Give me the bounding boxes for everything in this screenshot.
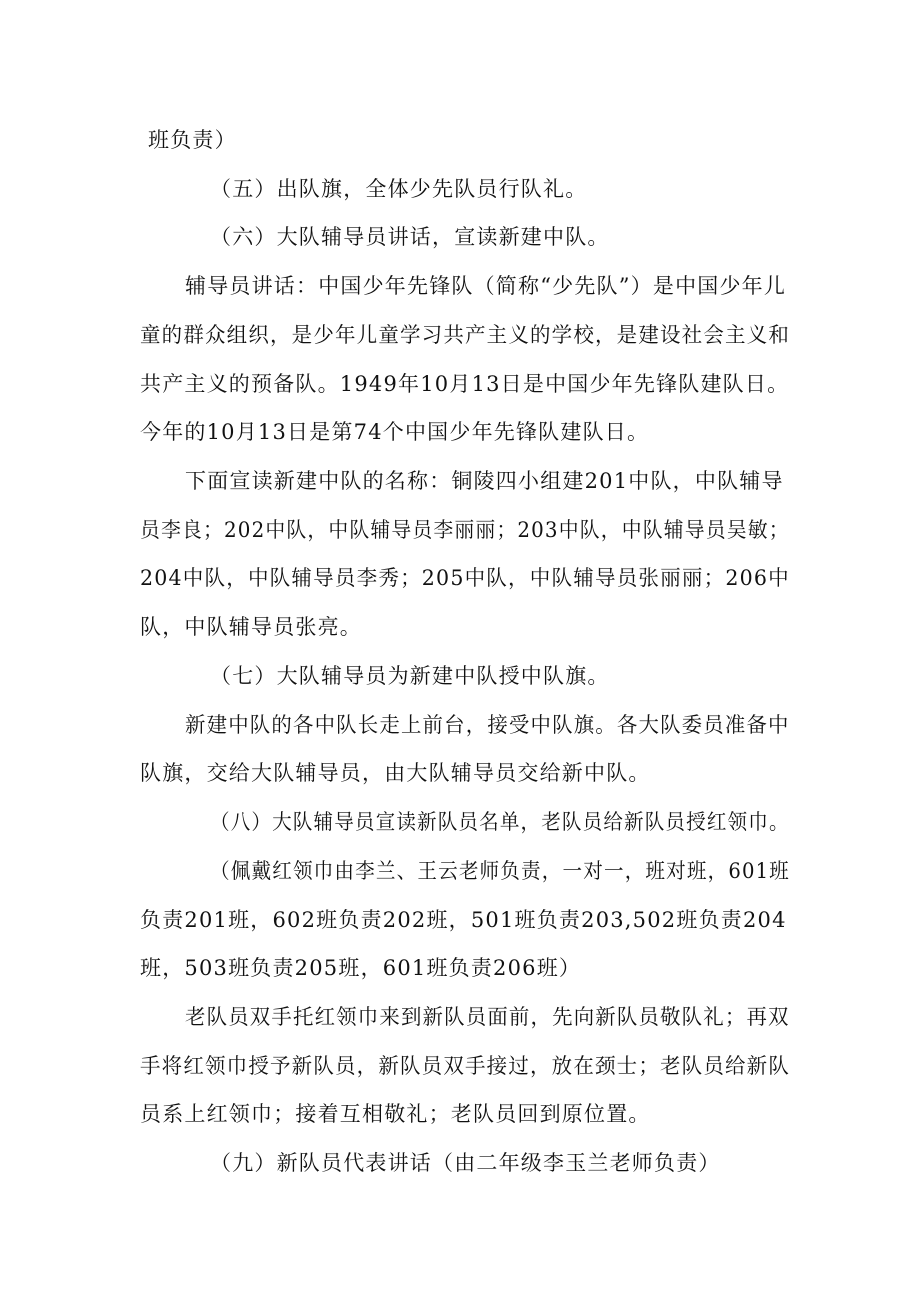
section-nine-heading: （九）新队员代表讲话（由二年级李玉兰老师负责） [210, 1151, 721, 1175]
section-seven-heading: （七）大队辅导员为新建中队授中队旗。 [210, 664, 610, 688]
squad-list-line-3: 204中队，中队辅导员李秀；205中队，中队辅导员张丽丽；206中 [140, 566, 790, 590]
section-eight-heading: （八）大队辅导员宣读新队员名单，老队员给新队员授红领巾。 [210, 810, 790, 834]
speech-paragraph-line-1: 辅导员讲话：中国少年先锋队（简称“少先队”）是中国少年儿 [185, 274, 787, 298]
speech-paragraph-line-3: 共产主义的预备队。1949年10月13日是中国少年先锋队建队日。 [140, 372, 790, 396]
speech-paragraph-line-2: 童的群众组织，是少年儿童学习共产主义的学校，是建设社会主义和 [140, 323, 791, 347]
ceremony-paragraph-line-1: 老队员双手托红领巾来到新队员面前，先向新队员敬队礼；再双 [185, 1005, 790, 1029]
squad-list-line-1: 下面宣读新建中队的名称：铜陵四小组建201中队，中队辅导 [185, 469, 784, 493]
ceremony-paragraph-line-2: 手将红领巾授予新队员，新队员双手接过，放在颈士；老队员给新队 [140, 1054, 791, 1078]
section-six-heading: （六）大队辅导员讲话，宣读新建中队。 [210, 225, 610, 249]
scarf-note-line-3: 班，503班负责205班，601班负责206班） [140, 956, 582, 980]
section-five-heading: （五）出队旗，全体少先队员行队礼。 [210, 177, 588, 201]
flag-paragraph-line-2: 队旗，交给大队辅导员，由大队辅导员交给新中队。 [140, 761, 651, 785]
ceremony-paragraph-line-3: 员系上红领巾；接着互相敬礼；老队员回到原位置。 [140, 1102, 651, 1126]
flag-paragraph-line-1: 新建中队的各中队长走上前台，接受中队旗。各大队委员准备中 [185, 713, 790, 737]
speech-paragraph-line-4: 今年的10月13日是第74个中国少年先锋队建队日。 [140, 420, 650, 444]
scarf-note-line-1: （佩戴红领巾由李兰、王云老师负责，一对一，班对班，601班 [210, 859, 790, 883]
squad-list-line-2: 员李良；202中队，中队辅导员李丽丽；203中队，中队辅导员吴敏； [140, 518, 790, 542]
scarf-note-line-2: 负责201班，602班负责202班，501班负责203,502班负责204 [140, 908, 787, 932]
squad-list-line-4: 队，中队辅导员张亮。 [140, 615, 362, 639]
text-line-1: 班负责） [148, 128, 237, 152]
